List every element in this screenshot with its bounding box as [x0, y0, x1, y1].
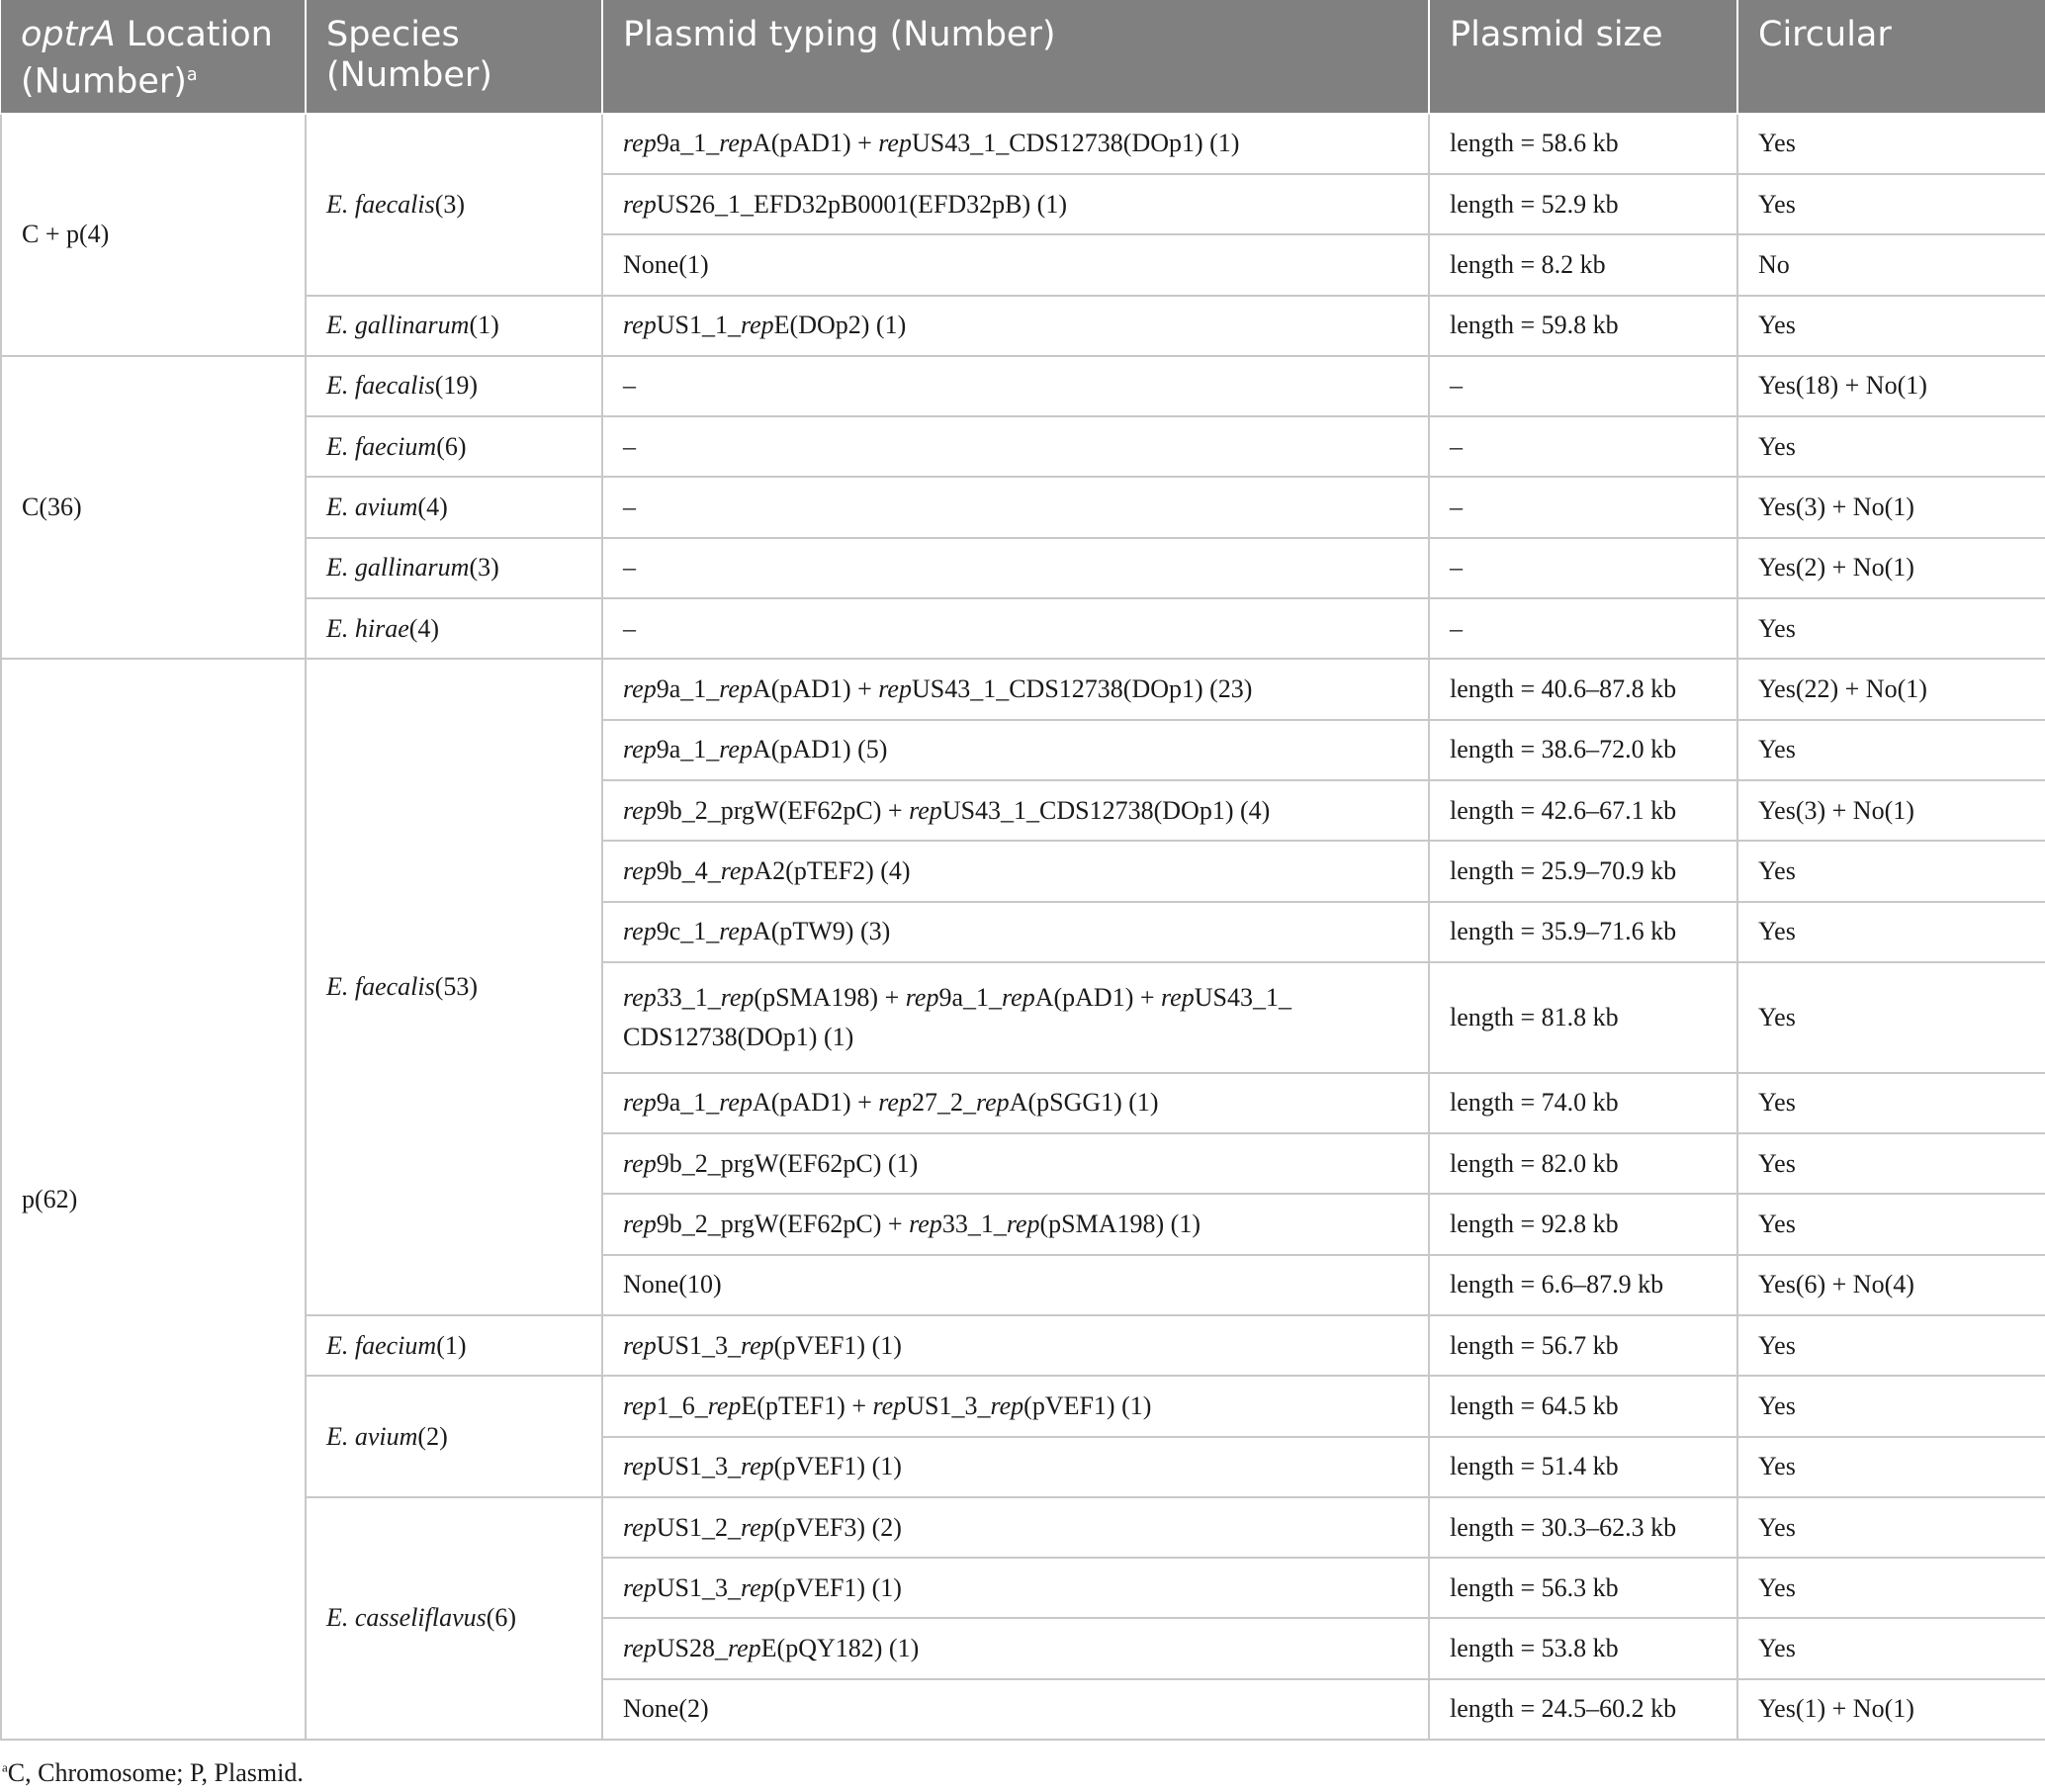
size-cell: length = 40.6–87.8 kb [1429, 659, 1737, 719]
typing-text-part: A(pSGG1) (1) [1009, 1088, 1159, 1118]
circular-cell: Yes [1737, 1437, 2045, 1497]
typing-cell [602, 1194, 1429, 1254]
typing-cell [602, 1437, 1429, 1497]
typing-text-part: A(pAD1) + [1034, 982, 1162, 1012]
size-cell: length = 38.6–72.0 kb [1429, 720, 1737, 780]
typing-text-part: (pSMA198) (1) [1039, 1210, 1201, 1239]
typing-text-part: 33_1_ [656, 982, 721, 1012]
typing-text-part: US1_1_ [656, 311, 741, 340]
header-plasmid-typing: Plasmid typing (Number) [602, 0, 1429, 114]
table-row [1, 598, 2045, 659]
circular-cell: Yes(3) + No(1) [1737, 780, 2045, 841]
size-cell: length = 53.8 kb [1429, 1618, 1737, 1678]
circular-cell: Yes [1737, 114, 2045, 174]
typing-italic-part: rep [623, 1634, 657, 1663]
typing-text-part: US28_ [656, 1634, 728, 1663]
circular-cell: Yes(2) + No(1) [1737, 538, 2045, 598]
size-cell: – [1429, 477, 1737, 537]
table-row [1, 659, 2045, 719]
typing-text-part: CDS12738(DOp1) (1) [623, 1022, 854, 1051]
table-row [1, 1315, 2045, 1376]
table-row [1, 538, 2045, 598]
typing-text-part: US43_1_CDS12738(DOp1) (4) [941, 795, 1271, 825]
typing-italic-part: rep [719, 129, 753, 158]
header-circular: Circular [1737, 0, 2045, 114]
typing-italic-part: rep [905, 982, 939, 1012]
typing-text-part: US1_3_ [656, 1452, 741, 1481]
typing-text-part: (pSMA198) + [754, 982, 906, 1012]
species-cell: E. avium(4) [306, 477, 602, 537]
typing-italic-part: rep [707, 1390, 742, 1420]
typing-text-part: US1_3_ [656, 1572, 741, 1602]
typing-italic-part: rep [623, 795, 657, 825]
typing-text-part: A(pTW9) (3) [752, 917, 891, 946]
typing-cell [602, 1497, 1429, 1558]
typing-text-part: US1_3_ [906, 1390, 991, 1420]
typing-text-part: US43_1_CDS12738(DOp1) (23) [911, 673, 1253, 703]
size-cell: length = 74.0 kb [1429, 1073, 1737, 1133]
typing-cell [602, 296, 1429, 356]
typing-cell [602, 720, 1429, 780]
size-cell: – [1429, 416, 1737, 477]
typing-cell [602, 780, 1429, 841]
typing-text-part: US43_1_CDS12738(DOp1) (1) [911, 129, 1240, 158]
typing-italic-part: rep [909, 1210, 942, 1239]
species-cell: E. gallinarum(3) [306, 538, 602, 598]
typing-text-part: A(pAD1) + [752, 1088, 879, 1118]
typing-text-part: A(pAD1) + [752, 129, 879, 158]
typing-text-part: (pVEF1) (1) [773, 1330, 902, 1360]
circular-cell: Yes [1737, 1073, 2045, 1133]
typing-text-part: 9b_2_prgW(EF62pC) + [656, 1210, 910, 1239]
species-cell: E. casseliflavus(6) [306, 1497, 602, 1740]
typing-text-part: (pVEF3) (2) [773, 1512, 902, 1542]
table-row [1, 296, 2045, 356]
species-cell: E. faecalis(53) [306, 659, 602, 1315]
typing-text-part: 27_2_ [911, 1088, 976, 1118]
species-cell: E. faecium(1) [306, 1315, 602, 1376]
typing-text-part: 9a_1_ [938, 982, 1002, 1012]
typing-italic-part: rep [719, 735, 753, 764]
circular-cell: Yes [1737, 1497, 2045, 1558]
typing-italic-part: rep [623, 982, 657, 1012]
typing-italic-part: rep [990, 1390, 1024, 1420]
size-cell: length = 6.6–87.9 kb [1429, 1255, 1737, 1315]
typing-text-part: 33_1_ [941, 1210, 1007, 1239]
circular-cell: Yes [1737, 720, 2045, 780]
typing-italic-part: rep [623, 855, 657, 885]
circular-cell: No [1737, 234, 2045, 295]
circular-cell: Yes(6) + No(4) [1737, 1255, 2045, 1315]
size-cell: length = 82.0 kb [1429, 1133, 1737, 1194]
typing-text-part: 9b_2_prgW(EF62pC) (1) [656, 1148, 919, 1178]
typing-italic-part: rep [878, 1088, 912, 1118]
typing-italic-part: rep [727, 1634, 761, 1663]
typing-text-part: 9a_1_ [656, 129, 720, 158]
typing-cell [602, 1133, 1429, 1194]
typing-italic-part: rep [1161, 982, 1195, 1012]
typing-cell [602, 1073, 1429, 1133]
typing-text-part: 9a_1_ [656, 673, 720, 703]
typing-italic-part: rep [623, 311, 657, 340]
species-cell: E. avium(2) [306, 1376, 602, 1497]
size-cell: length = 30.3–62.3 kb [1429, 1497, 1737, 1558]
location-cell: C(36) [1, 356, 306, 659]
circular-cell: Yes [1737, 1315, 2045, 1376]
typing-italic-part: rep [872, 1390, 907, 1420]
species-cell: E. gallinarum(1) [306, 296, 602, 356]
typing-cell [602, 902, 1429, 962]
typing-cell: – [602, 538, 1429, 598]
size-cell: – [1429, 538, 1737, 598]
circular-cell: Yes(3) + No(1) [1737, 477, 2045, 537]
typing-text-part: (pVEF1) (1) [773, 1572, 902, 1602]
circular-cell: Yes(22) + No(1) [1737, 659, 2045, 719]
table-footnote: $^a$C, Chromosome; P, Plasmid. [2, 1758, 304, 1787]
circular-cell: Yes [1737, 598, 2045, 659]
typing-text-part: 1_6_ [656, 1390, 708, 1420]
circular-cell: Yes [1737, 962, 2045, 1073]
typing-italic-part: rep [623, 189, 657, 219]
circular-cell: Yes [1737, 174, 2045, 234]
table-row [1, 477, 2045, 537]
typing-italic-part: rep [740, 1572, 774, 1602]
typing-italic-part: rep [719, 673, 753, 703]
typing-italic-part: rep [878, 129, 912, 158]
typing-text-part: US43_1_ [1194, 982, 1291, 1012]
typing-italic-part: rep [740, 1330, 774, 1360]
circular-cell: Yes [1737, 416, 2045, 477]
table-header [1, 0, 2045, 114]
typing-italic-part: rep [623, 673, 657, 703]
typing-text-part: A2(pTEF2) (4) [754, 855, 911, 885]
typing-italic-part: rep [740, 1512, 774, 1542]
size-cell: length = 35.9–71.6 kb [1429, 902, 1737, 962]
circular-cell: Yes [1737, 1194, 2045, 1254]
typing-text-part: (pVEF1) (1) [1023, 1390, 1152, 1420]
typing-italic-part: rep [623, 1452, 657, 1481]
table-row [1, 1376, 2045, 1436]
header-plasmid-size: Plasmid size [1429, 0, 1737, 114]
header-species: Species (Number) [306, 0, 602, 114]
size-cell: length = 64.5 kb [1429, 1376, 1737, 1436]
typing-cell: – [602, 598, 1429, 659]
typing-cell: None(1) [602, 234, 1429, 295]
typing-cell: – [602, 356, 1429, 416]
typing-text-part: US1_2_ [656, 1512, 741, 1542]
circular-cell: Yes [1737, 841, 2045, 901]
typing-italic-part: rep [623, 1512, 657, 1542]
circular-cell: Yes [1737, 1558, 2045, 1618]
typing-italic-part: rep [740, 311, 774, 340]
size-cell: length = 8.2 kb [1429, 234, 1737, 295]
species-cell: E. hirae(4) [306, 598, 602, 659]
typing-text-part: E(pQY182) (1) [760, 1634, 920, 1663]
typing-text-part: 9a_1_ [656, 1088, 720, 1118]
typing-italic-part: rep [720, 982, 755, 1012]
size-cell: – [1429, 598, 1737, 659]
typing-italic-part: rep [909, 795, 942, 825]
typing-italic-part: rep [740, 1452, 774, 1481]
typing-text-part: 9c_1_ [656, 917, 720, 946]
size-cell: length = 25.9–70.9 kb [1429, 841, 1737, 901]
typing-text-part: E(pTEF1) + [741, 1390, 873, 1420]
size-cell: length = 92.8 kb [1429, 1194, 1737, 1254]
species-cell: E. faecium(6) [306, 416, 602, 477]
typing-italic-part: rep [623, 1210, 657, 1239]
table-row [1, 356, 2045, 416]
size-cell: length = 56.3 kb [1429, 1558, 1737, 1618]
typing-text-part: (pVEF1) (1) [773, 1452, 902, 1481]
typing-italic-part: rep [623, 129, 657, 158]
typing-italic-part: rep [719, 917, 753, 946]
size-cell: length = 81.8 kb [1429, 962, 1737, 1073]
typing-italic-part: rep [720, 855, 755, 885]
table-row [1, 1497, 2045, 1558]
typing-italic-part: rep [623, 735, 657, 764]
typing-cell [602, 841, 1429, 901]
circular-cell: Yes [1737, 1376, 2045, 1436]
location-cell: p(62) [1, 659, 306, 1740]
size-cell: length = 24.5–60.2 kb [1429, 1679, 1737, 1740]
typing-text-part: A(pAD1) + [752, 673, 879, 703]
typing-text-part: US1_3_ [656, 1330, 741, 1360]
typing-cell: None(2) [602, 1679, 1429, 1740]
species-cell: E. faecalis(3) [306, 114, 602, 296]
species-cell: E. faecalis(19) [306, 356, 602, 416]
size-cell: length = 42.6–67.1 kb [1429, 780, 1737, 841]
typing-text-part: A(pAD1) (5) [752, 735, 888, 764]
typing-italic-part: rep [623, 917, 657, 946]
header-location: optrA Location (Number)$^a$ [1, 0, 306, 114]
typing-cell [602, 1618, 1429, 1678]
typing-cell [602, 174, 1429, 234]
size-cell: length = 52.9 kb [1429, 174, 1737, 234]
typing-cell [602, 1376, 1429, 1436]
circular-cell: Yes(1) + No(1) [1737, 1679, 2045, 1740]
typing-italic-part: rep [975, 1088, 1010, 1118]
typing-text-part: 9a_1_ [656, 735, 720, 764]
typing-italic-part: rep [1002, 982, 1035, 1012]
typing-italic-part: rep [1006, 1210, 1040, 1239]
table-body [1, 114, 2045, 1740]
size-cell: length = 59.8 kb [1429, 296, 1737, 356]
header-row [1, 0, 2045, 114]
circular-cell: Yes [1737, 1618, 2045, 1678]
typing-italic-part: rep [719, 1088, 753, 1118]
typing-text-part: 9b_2_prgW(EF62pC) + [656, 795, 910, 825]
typing-cell [602, 1558, 1429, 1618]
circular-cell: Yes [1737, 1133, 2045, 1194]
typing-italic-part: rep [623, 1330, 657, 1360]
typing-cell: – [602, 477, 1429, 537]
typing-cell [602, 1315, 1429, 1376]
typing-cell [602, 114, 1429, 174]
typing-italic-part: rep [623, 1390, 657, 1420]
circular-cell: Yes(18) + No(1) [1737, 356, 2045, 416]
typing-italic-part: rep [623, 1572, 657, 1602]
typing-cell: None(10) [602, 1255, 1429, 1315]
size-cell: – [1429, 356, 1737, 416]
typing-italic-part: rep [878, 673, 912, 703]
size-cell: length = 58.6 kb [1429, 114, 1737, 174]
typing-cell [602, 659, 1429, 719]
typing-italic-part: rep [623, 1148, 657, 1178]
table-row [1, 114, 2045, 174]
typing-text-part: 9b_4_ [656, 855, 721, 885]
typing-cell [602, 962, 1429, 1073]
table-row [1, 416, 2045, 477]
size-cell: length = 51.4 kb [1429, 1437, 1737, 1497]
typing-italic-part: rep [623, 1088, 657, 1118]
size-cell: length = 56.7 kb [1429, 1315, 1737, 1376]
typing-text-part: E(DOp2) (1) [773, 311, 907, 340]
circular-cell: Yes [1737, 902, 2045, 962]
typing-text-part: US26_1_EFD32pB0001(EFD32pB) (1) [656, 189, 1067, 219]
circular-cell: Yes [1737, 296, 2045, 356]
typing-cell: – [602, 416, 1429, 477]
location-cell: C + p(4) [1, 114, 306, 356]
